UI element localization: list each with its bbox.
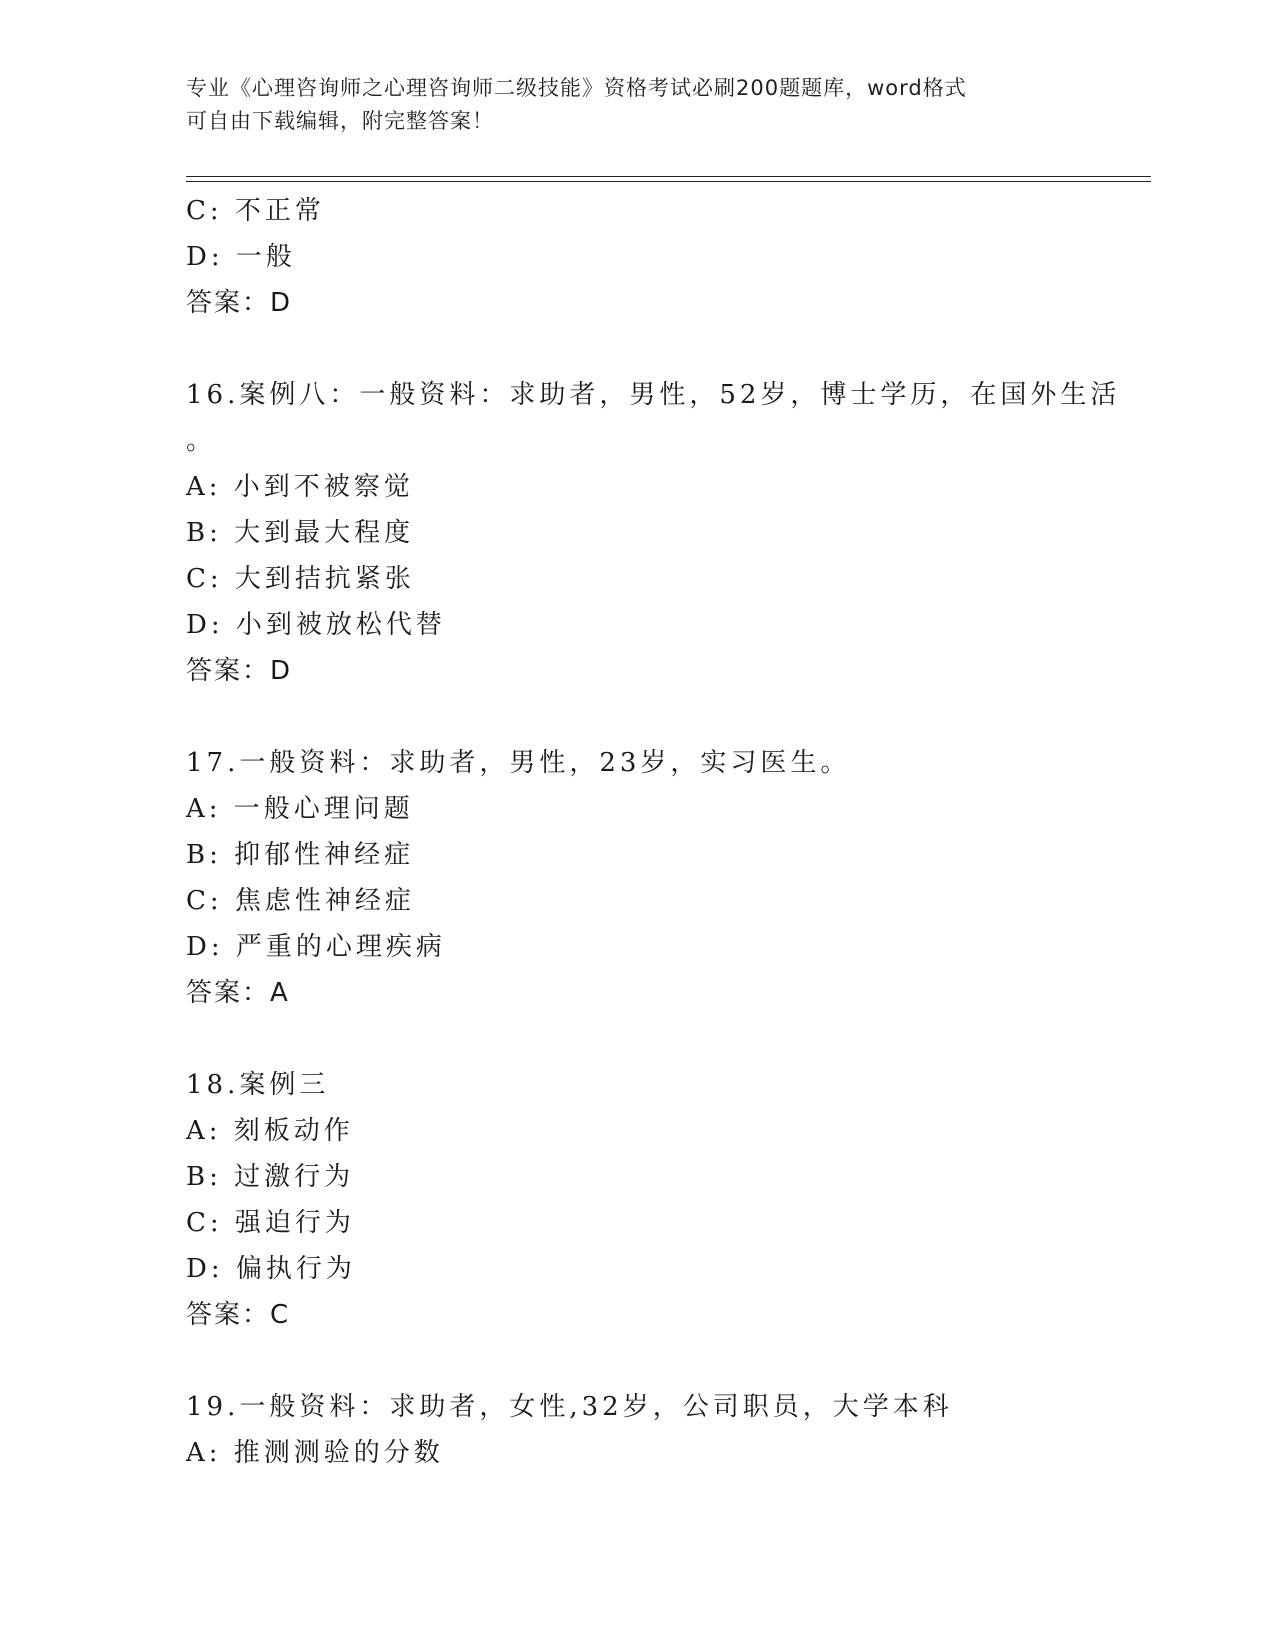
option-d: D: 一般 [186, 242, 296, 272]
header-rule-top [186, 176, 1151, 177]
option-c: C: 强迫行为 [186, 1208, 355, 1238]
option-a: A: 推测测验的分数 [186, 1438, 444, 1468]
option-a: A: 小到不被察觉 [186, 472, 414, 502]
option-d: D: 严重的心理疾病 [186, 932, 446, 962]
header-line-2: 可自由下载编辑，附完整答案！ [186, 109, 494, 133]
option-b: B: 抑郁性神经症 [186, 840, 415, 870]
option-c: C: 不正常 [186, 196, 325, 226]
option-c: C: 大到拮抗紧张 [186, 564, 415, 594]
spacer [186, 1338, 1086, 1384]
spacer [186, 1016, 1086, 1062]
answer-line: 答案：D [186, 288, 293, 318]
answer-line: 答案：D [186, 656, 293, 686]
option-d: D: 偏执行为 [186, 1254, 356, 1284]
option-d: D: 小到被放松代替 [186, 610, 446, 640]
question-stem-continuation: 。 [186, 426, 217, 456]
option-c: C: 焦虑性神经症 [186, 886, 415, 916]
document-header [186, 72, 1066, 138]
answer-line: 答案：C [186, 1300, 291, 1330]
header-rule-bottom [186, 181, 1151, 182]
question-stem: 19.一般资料：求助者，女性,32岁，公司职员，大学本科 [186, 1392, 953, 1422]
question-stem: 17.一般资料：求助者，男性，23岁，实习医生。 [186, 748, 851, 778]
option-a: A: 一般心理问题 [186, 794, 414, 824]
option-b: B: 大到最大程度 [186, 518, 415, 548]
question-list [186, 188, 1121, 1476]
spacer [186, 694, 1086, 740]
question-stem: 16.案例八：一般资料：求助者，男性，52岁，博士学历，在国外生活 [186, 380, 1121, 410]
answer-line: 答案：A [186, 978, 290, 1008]
header-line-1: 专业《心理咨询师之心理咨询师二级技能》资格考试必刷200题题库，word格式 [186, 76, 967, 100]
spacer [186, 326, 1086, 372]
option-b: B: 过激行为 [186, 1162, 355, 1192]
option-a: A: 刻板动作 [186, 1116, 354, 1146]
question-stem: 18.案例三 [186, 1070, 330, 1100]
